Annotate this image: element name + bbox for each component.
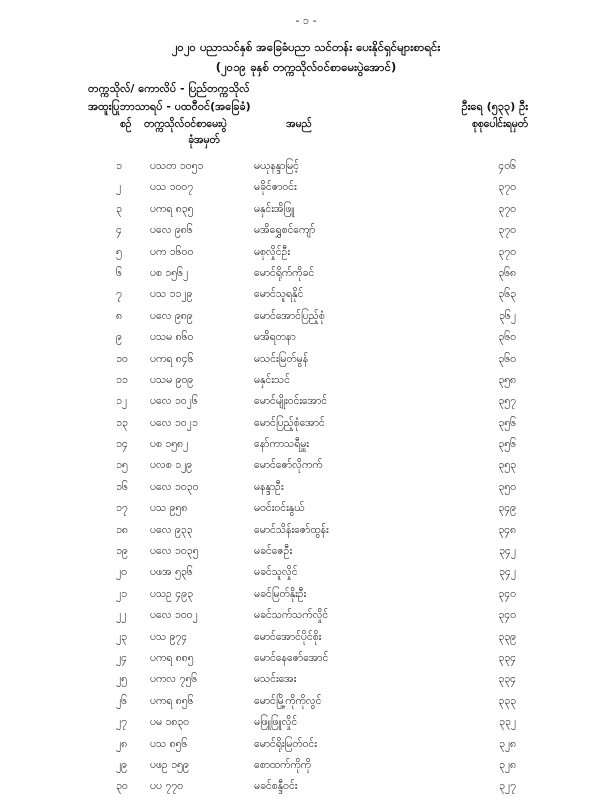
table-row xyxy=(88,695,528,716)
student-name: မယုနန္ဒာမြင့် xyxy=(254,160,299,172)
roll-number: ပကရ ၈၅၆ xyxy=(150,694,194,707)
roll-number: ပလေ ၁၀၂၁ xyxy=(150,416,198,429)
student-name: မခင်သက်သက်လှိုင် xyxy=(254,609,329,622)
student-name: မနန္ဒာဦး xyxy=(254,480,284,493)
student-name: မနှင်းအိဖြူ xyxy=(254,202,295,215)
student-name: မအိရတနာ xyxy=(254,331,296,344)
column-header-roll: တက္ကသိုလ်ဝင်စာမေးပွဲ xyxy=(144,118,227,130)
student-name: မောင်မြို့ကိုကိုလွင် xyxy=(254,694,322,707)
student-name: မောင်သူရနိုင် xyxy=(254,288,304,301)
row-number: ၂၀ xyxy=(116,566,128,579)
table-row xyxy=(88,459,528,480)
roll-number: ပဖဥ ၁၅၉ xyxy=(150,758,189,771)
total-mark: ၃၅၃ xyxy=(498,459,516,472)
roll-number: ပသဥ ၄၉၃ xyxy=(150,587,194,600)
student-name: မခင်မြတ်နိုးဦး xyxy=(254,587,307,600)
total-mark: ၃၃၉ xyxy=(498,630,516,643)
total-mark: ၃၄၂ xyxy=(499,545,516,558)
roll-number: ပသ ၁၀၀၇ xyxy=(150,181,194,194)
student-name: မခင်စန္ဒီဝင်း xyxy=(254,780,298,793)
total-mark: ၃၆၃ xyxy=(498,288,516,301)
total-mark: ၃၅၆ xyxy=(498,438,516,451)
student-name: မသင်းအေး xyxy=(254,673,297,686)
student-name: မောင်အောင်ပိုင်စိုး xyxy=(254,630,322,643)
roll-number: ပကလ ၇၅၆ xyxy=(150,673,198,686)
row-number: ၁၆ xyxy=(116,480,128,493)
column-header-name: အမည် xyxy=(286,118,312,130)
roll-number: ပသမ ၉၀၉ xyxy=(150,373,194,386)
table-row xyxy=(88,481,528,502)
table-body xyxy=(88,160,528,802)
row-number: ၈ xyxy=(116,309,122,322)
table-row xyxy=(88,417,528,438)
roll-number: ပလေ ၉၈၆ xyxy=(150,224,193,237)
roll-number: ပလေ ၁၀၀၂ xyxy=(150,609,198,622)
table-row xyxy=(88,588,528,609)
roll-number: ပလေ ၁၀၃၅ xyxy=(150,545,199,558)
page-number: - ၁ - xyxy=(295,14,317,27)
table-row xyxy=(88,759,528,780)
table-row xyxy=(88,224,528,245)
row-number: ၁၅ xyxy=(116,459,128,472)
student-name: စောထက်ကိုကို xyxy=(254,758,311,771)
roll-number: ပလေ ၉၈၉ xyxy=(150,309,193,322)
total-mark: ၃၄၉ xyxy=(498,502,516,515)
student-name: နော်ကာသရီမှူး xyxy=(254,438,309,451)
total-mark: ၃၆၀ xyxy=(498,331,516,344)
table-row xyxy=(88,631,528,652)
roll-number: ပသ ၉၇၄ xyxy=(150,630,188,643)
column-header-total: စုစုပေါင်းရမှတ် xyxy=(471,118,528,130)
roll-number: ပလေ ၉၃၃ xyxy=(150,523,193,536)
roll-number: ပစ ၁၅၈၂ xyxy=(150,438,189,451)
roll-number: ပသတ ၁၀၅၁ xyxy=(150,160,204,172)
table-row xyxy=(88,160,528,181)
total-mark: ၃၇၀ xyxy=(498,245,516,258)
row-number: ၆ xyxy=(116,266,122,279)
roll-number: ပကရ ၈၃၅ xyxy=(150,202,194,215)
roll-number: ပလစ ၁၂၉ xyxy=(150,459,193,472)
row-number: ၂၃ xyxy=(116,630,128,643)
row-number: ၂၁ xyxy=(116,587,128,600)
table-row xyxy=(88,652,528,673)
table-row xyxy=(88,203,528,224)
roll-number: ပမ ၁၈၃၀ xyxy=(150,716,190,729)
table-row xyxy=(88,288,528,309)
student-name: မနှင်းသင် xyxy=(254,373,290,386)
total-mark: ၃၄၂ xyxy=(499,566,516,579)
row-number: ၃ xyxy=(116,202,122,215)
total-mark: ၃၄၈ xyxy=(498,523,516,536)
roll-number: ပက ၁၆၀၀ xyxy=(150,245,194,258)
table-row xyxy=(88,310,528,331)
table-row xyxy=(88,566,528,587)
roll-number: ပကရ ၈၈၅ xyxy=(150,651,194,664)
roll-number: ပသမ ၈၆၀ xyxy=(150,331,194,344)
row-number: ၂၅ xyxy=(116,673,128,686)
table-row xyxy=(88,673,528,694)
total-mark: ၃၂၈ xyxy=(498,758,516,771)
student-name: မဝင်းဝင်းနွယ် xyxy=(254,502,305,515)
total-mark: ၄၀၆ xyxy=(498,160,516,172)
column-header-no: စဉ် xyxy=(120,118,132,130)
candidate-count: ဦးရေ (၅၃၃) ဦး xyxy=(461,100,528,113)
table-header xyxy=(88,118,528,152)
row-number: ၉ xyxy=(116,331,122,344)
row-number: ၁၀ xyxy=(116,352,128,365)
subject-label: အထူးပြုဘာသာရပ် - ပထဝီဝင်(အခြေခံ) xyxy=(88,100,251,113)
table-row xyxy=(88,545,528,566)
table-row xyxy=(88,438,528,459)
total-mark: ၃၂၇ xyxy=(499,780,516,793)
row-number: ၂၉ xyxy=(116,758,128,771)
table-row xyxy=(88,524,528,545)
total-mark: ၃၃၄ xyxy=(498,651,516,664)
roll-number: ပသ ၁၁၂၉ xyxy=(150,288,193,301)
row-number: ၁၂ xyxy=(116,395,128,408)
document-subtitle: (၂၀၁၉ ခုနှစ် တက္ကသိုလ်ဝင်စာမေးပွဲအောင်) xyxy=(215,60,397,74)
student-name: မစုလှိုင်ဦး xyxy=(254,245,291,258)
total-mark: ၃၃၂ xyxy=(499,716,516,729)
student-name: မခင်သူလှိုင် xyxy=(254,566,298,579)
roll-number: ပဖအ ၅၃၆ xyxy=(150,566,193,579)
table-row xyxy=(88,395,528,416)
student-name: မောင်ရိုးမြတ်ဝင်း xyxy=(254,737,317,750)
roll-number: ပသ ၉၅၈ xyxy=(150,502,188,515)
document-title: ၂၀၂၀ ပညာသင်နှစ် အခြေခံပညာ သင်တန်း ပေးနိုင်ရှင်များစာရင်း xyxy=(171,40,441,54)
total-mark: ၃၆၀ xyxy=(498,352,516,365)
row-number: ၂၇ xyxy=(116,716,128,729)
row-number: ၁၇ xyxy=(116,502,128,515)
student-name: မောင်ဇော်လိုကက် xyxy=(254,459,323,472)
student-name: မောင်မျိုးဝင်းအောင် xyxy=(254,395,328,408)
row-number: ၂၈ xyxy=(116,737,128,750)
row-number: ၅ xyxy=(116,245,122,258)
roll-number: ပစ ၁၅၆၂ xyxy=(150,266,189,279)
roll-number: ပသ ၈၅၆ xyxy=(150,737,188,750)
student-name: မအိရွှေစင်ကျော် xyxy=(254,224,316,237)
row-number: ၁၈ xyxy=(116,523,128,536)
row-number: ၂၄ xyxy=(116,651,128,664)
total-mark: ၃၆၈ xyxy=(498,266,516,279)
total-mark: ၃၇၀ xyxy=(498,224,516,237)
total-mark: ၃၄၀ xyxy=(498,587,516,600)
total-mark: ၃၅၀ xyxy=(498,480,516,493)
row-number: ၃၀ xyxy=(116,780,128,793)
row-number: ၁ xyxy=(116,160,122,172)
row-number: ၁၁ xyxy=(116,373,128,386)
roll-number: ပပ ၇၇၀ xyxy=(150,780,184,793)
table-row xyxy=(88,374,528,395)
table-row xyxy=(88,502,528,523)
table-row xyxy=(88,609,528,630)
student-name: မောင်နေဇော်အောင် xyxy=(254,651,329,664)
total-mark: ၃၃၃ xyxy=(498,694,516,707)
table-row xyxy=(88,267,528,288)
row-number: ၁၃ xyxy=(116,416,128,429)
row-number: ၂ xyxy=(116,181,122,194)
student-name: မောင်ရိုက်ကိုခင် xyxy=(254,266,315,279)
row-number: ၁၄ xyxy=(116,438,128,451)
table-row xyxy=(88,353,528,374)
row-number: ၂၆ xyxy=(116,694,128,707)
roll-number: ပလေ ၁၀၂၆ xyxy=(150,395,198,408)
column-header-roll-line2: ခုံအမှတ် xyxy=(188,134,220,146)
roll-number: ပလေ ၁၀၃၀ xyxy=(150,480,199,493)
total-mark: ၃၅၈ xyxy=(498,373,516,386)
row-number: ၂၂ xyxy=(116,609,127,622)
table-row xyxy=(88,181,528,202)
total-mark: ၃၆၂ xyxy=(499,309,516,322)
table-row xyxy=(88,738,528,759)
row-number: ၁၉ xyxy=(116,545,128,558)
total-mark: ၃၃၄ xyxy=(498,673,516,686)
table-row xyxy=(88,246,528,267)
student-name: မခိုင်ဇာဝင်း xyxy=(254,181,297,194)
table-row xyxy=(88,331,528,352)
row-number: ၄ xyxy=(116,224,122,237)
total-mark: ၃၂၈ xyxy=(498,737,516,750)
student-name: မောင်ပြည့်စုံအောင် xyxy=(254,416,325,429)
student-name: မခင်ဇေဦး xyxy=(254,545,293,558)
total-mark: ၃၇၀ xyxy=(498,181,516,194)
row-number: ၇ xyxy=(116,288,122,301)
student-name: မသင်းမြတ်မွန် xyxy=(254,352,309,365)
table-row xyxy=(88,716,528,737)
roll-number: ပကရ ၈၄၆ xyxy=(150,352,194,365)
total-mark: ၃၄၀ xyxy=(498,609,516,622)
student-name: မောင်အောင်ပြည့်စုံ xyxy=(254,309,325,322)
total-mark: ၃၅၇ xyxy=(498,395,516,408)
total-mark: ၃၅၆ xyxy=(498,416,516,429)
student-name: မဖြူဖြူလှိုင် xyxy=(254,716,298,729)
table-row xyxy=(88,780,528,801)
university-label: တက္ကသိုလ်/ ကောလိပ် - ပြည်တက္ကသိုလ် xyxy=(88,82,250,95)
total-mark: ၃၇၀ xyxy=(498,202,516,215)
student-name: မောင်သိန်းဇော်ထွန်း xyxy=(254,523,329,536)
